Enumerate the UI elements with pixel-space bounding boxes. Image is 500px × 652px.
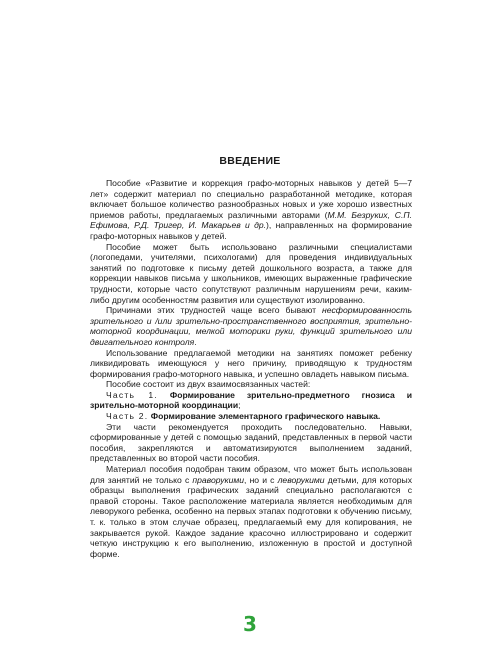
paragraph-8: Эти части рекомендуется проходить последовательно. Навыки, сформированные у детей с помощью заданий, представленных в первой части пособия, закрепляются и автоматизируются выполнением заданий, представленных во второй части пособия.	[90, 421, 412, 464]
part2-title: Формирование элементарного графического навыка.	[150, 411, 381, 422]
page-heading: ВВЕДЕНИЕ	[219, 155, 281, 167]
paragraph-3	[90, 305, 412, 347]
p9-text-a: Материал пособия подобран таким образом, что может быть использован для занятий не только с	[90, 464, 412, 485]
p1-text-b: ), направленных на формирование графо-моторных навыков у детей.	[90, 220, 412, 241]
body-text	[90, 178, 412, 559]
p3-text-a: Причинами этих трудностей чаще всего бывают	[106, 305, 323, 316]
p9-left-handed: леворукими	[277, 474, 325, 485]
p1-text-a: Пособие «Развитие и коррекция графо-моторных навыков у детей 5—7 лет» содержит материал по специально разработанной методике, которая включает большое количество разнообразных новых и уже хорошо известных приемов работы, предлагаемых различными авторами (	[90, 178, 412, 220]
paragraph-4: Использование предлагаемой методики на занятиях поможет ребенку ликвидировать имеющуюся у него причину, приводящую к трудностям формирования графо-моторного навыка, и успешно овладеть навыком письма.	[90, 347, 412, 379]
p3-text-b: .	[194, 336, 197, 347]
paragraph-9	[90, 464, 412, 559]
part1-label: Часть 1.	[106, 389, 158, 400]
paragraph-1	[90, 178, 412, 242]
p9-text-b: , но и с	[244, 474, 278, 485]
p3-italic: несформированность зрительного и /или зрительно-пространственного восприятия, зрительно-моторной координации, мелкой моторики руки, функций зрительного или двигательного контроля	[90, 305, 412, 347]
paragraph-6	[90, 390, 412, 411]
paragraph-2: Пособие может быть использовано различными специалистами (логопедами, учителями, психологами) для проведения индивидуальных занятий по подготовке к письму детей дошкольного возраста, а также для коррекции навыков письма у школьников, имеющих выраженные графические трудности, которые часто сопутствуют различным нарушениям речи, каким-либо другим особенностям развития или существуют изолированно.	[90, 241, 412, 305]
page-number: 3	[243, 612, 257, 636]
part1-end: ;	[238, 400, 241, 411]
p1-authors: М.М. Безруких, С.П. Ефимова, Р.Д. Тригер, И. Макарьев и др.	[90, 209, 412, 231]
paragraph-7	[90, 411, 412, 422]
p9-text-c: детьми, для которых образцы выполнения графических заданий специально располагаются с правой стороны. Такое расположение материала является необходимым для леворукого ребенка, особенно на первых этапах подготовки к обучению письму, т. к. только в этом случае образец, предлагаемый ему для копирования, не закрывается рукой. Каждое задание красочно иллюстрировано и содержит четкую инструкцию к его выполнению, изложенную в простой и доступной форме.	[90, 474, 413, 559]
paragraph-5: Пособие состоит из двух взаимосвязанных частей:	[106, 379, 311, 390]
p9-right-handed: праворукими	[192, 474, 245, 485]
part2-label: Часть 2.	[106, 411, 149, 422]
part1-title: Формирование зрительно-предметного гнозиса и зрительно-моторной координации	[90, 389, 413, 411]
